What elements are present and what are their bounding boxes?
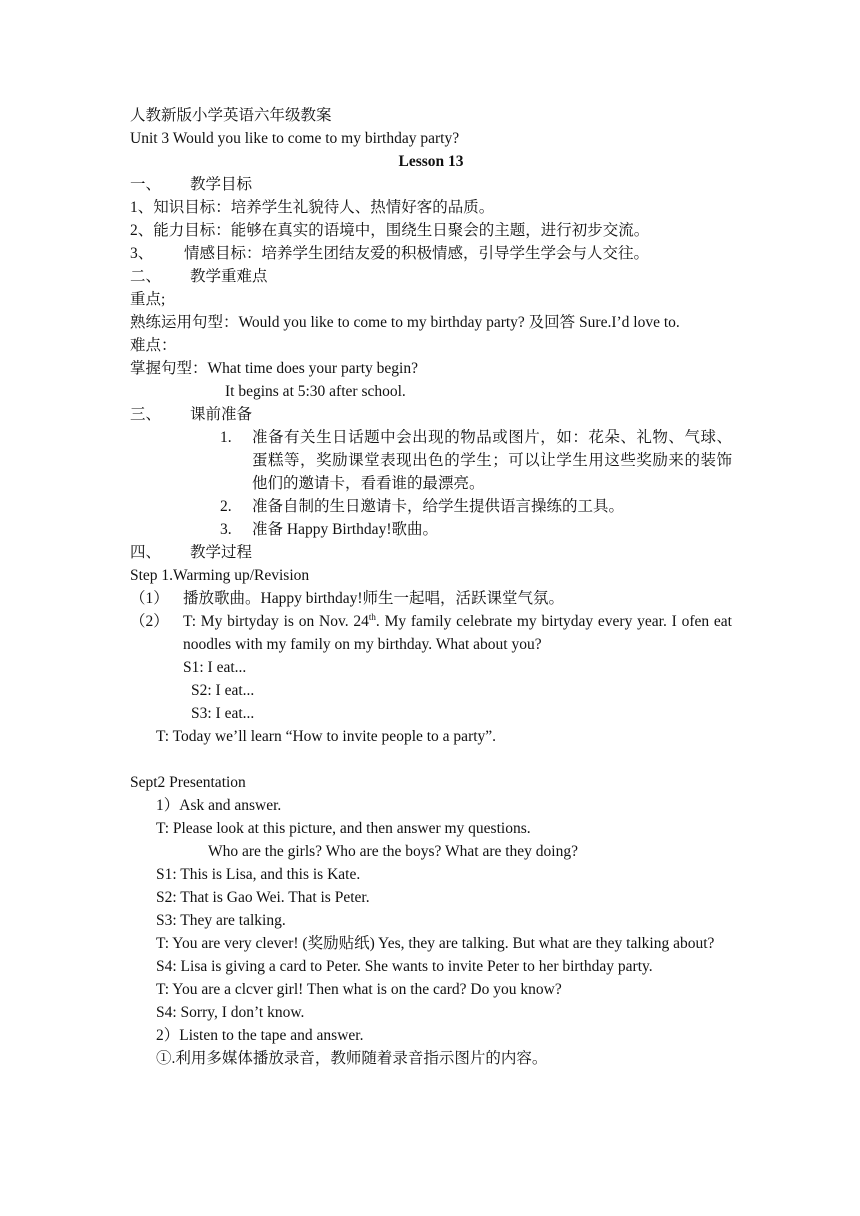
paragraph-number: （1） [130,590,169,607]
paragraph-text: 播放歌曲。Happy birthday!师生一起唱，活跃课堂气氛。 [183,590,565,607]
section-title: 教学过程 [190,544,253,561]
step1-paragraph [130,587,732,610]
ordinal-suffix: th [368,611,376,622]
key-text: 熟练运用句型：Would you like to come to my birthday party? 及回答 Sure.I’d love to. [130,314,680,331]
step1-paragraph [130,610,732,656]
section-title: 教学重难点 [190,268,268,285]
paragraph-text-part: . My family celebrate my birtyday every year. I ofen eat noodles with my family on my birthday. What about you? [183,613,732,653]
subsection-title: 1）Ask and answer. [156,797,282,814]
section-number: 一、 [130,176,162,193]
objective-item: 2、能力目标：能够在真实的语境中，围绕生日聚会的主题，进行初步交流。 [130,222,650,239]
list-item-number: 2. [220,498,232,515]
lesson-title: Lesson 13 [398,153,464,170]
blank-line [130,748,732,771]
difficulty-label: 难点： [130,337,177,354]
student-reply: S4: Sorry, I don’t know. [156,1004,305,1021]
student-reply: S2: That is Gao Wei. That is Peter. [156,889,370,906]
section-title: 课前准备 [190,406,253,423]
section-title: 教学目标 [190,176,253,193]
unit-title: Unit 3 Would you like to come to my birthday party? [130,130,460,147]
student-reply: S3: I eat... [191,705,255,722]
paragraph-number: （2） [130,613,169,630]
item-number: 3、 [130,245,154,262]
lesson-plan-page [130,104,732,1070]
teacher-line: T: You are a clcver girl! Then what is on the card? Do you know? [156,981,562,998]
list-item [220,495,732,518]
difficulty-text-answer: It begins at 5:30 after school. [225,383,406,400]
list-item [220,518,732,541]
student-reply: S4: Lisa is giving a card to Peter. She wants to invite Peter to her birthday party. [156,958,653,975]
step2-title: Sept2 Presentation [130,774,246,791]
section-number: 三、 [130,406,162,423]
list-item [220,426,732,495]
list-item-text: 准备自制的生日邀请卡，给学生提供语言操练的工具。 [252,498,625,515]
section-heading-key-points [130,265,732,288]
difficulty-text: 掌握句型：What time does your party begin? [130,360,418,377]
doc-title: 人教新版小学英语六年级教案 [130,107,332,124]
subsection-title: 2）Listen to the tape and answer. [156,1027,364,1044]
section-heading-process [130,541,732,564]
student-reply: S3: They are talking. [156,912,286,929]
student-reply: S1: This is Lisa, and this is Kate. [156,866,361,883]
item-text: 情感目标：培养学生团结友爱的积极情感，引导学生学会与人交往。 [184,245,650,262]
objective-item: 1、知识目标：培养学生礼貌待人、热情好客的品质。 [130,199,495,216]
list-item-number: 3. [220,521,232,538]
teacher-questions: Who are the girls? Who are the boys? What are they doing? [208,843,578,860]
section-heading-objectives [130,173,732,196]
teacher-line: T: You are very clever! (奖励贴纸) Yes, they are talking. But what are they talking about? [156,935,715,952]
student-reply: S2: I eat... [191,682,255,699]
paragraph-text [183,610,732,656]
teacher-line: T: Today we’ll learn “How to invite people to a party”. [156,728,497,745]
key-label: 重点; [130,291,166,308]
section-number: 四、 [130,544,162,561]
section-number: 二、 [130,268,162,285]
student-reply: S1: I eat... [183,659,247,676]
section-heading-preparation [130,403,732,426]
step1-title: Step 1.Warming up/Revision [130,567,310,584]
activity-step: ①.利用多媒体播放录音，教师随着录音指示图片的内容。 [156,1050,548,1067]
list-item-text: 准备 Happy Birthday!歌曲。 [252,521,438,538]
paragraph-text-part: T: My birtyday is on Nov. 24 [183,613,369,630]
objective-item [130,242,732,265]
preparation-list [130,426,732,541]
teacher-line: T: Please look at this picture, and then answer my questions. [156,820,531,837]
list-item-number: 1. [220,429,232,446]
list-item-text: 准备有关生日话题中会出现的物品或图片，如：花朵、礼物、气球、蛋糕等，奖励课堂表现出色的学生；可以让学生用这些奖励来的装饰他们的邀请卡，看看谁的最漂亮。 [252,429,732,492]
